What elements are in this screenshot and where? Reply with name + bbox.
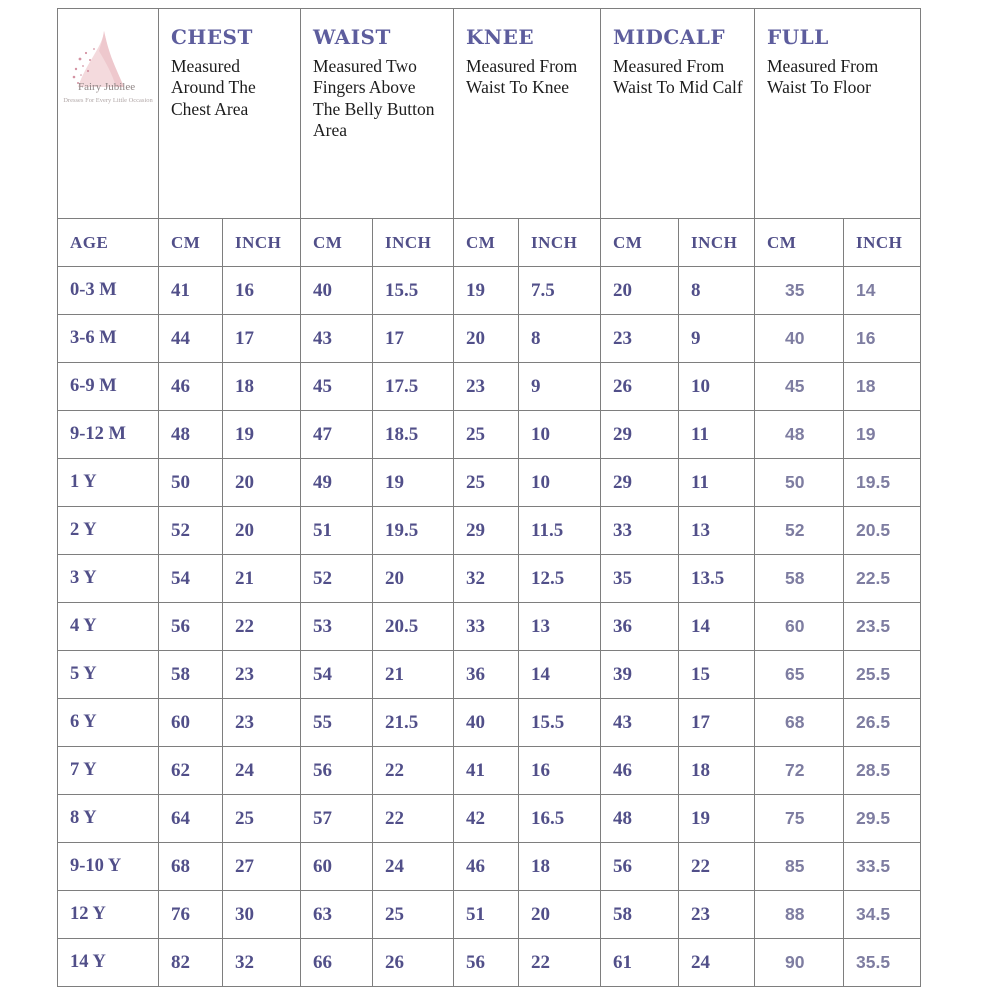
row-age-label: 7 Y [58,747,159,795]
column-header-cm: CM [755,219,844,267]
table-cell: 11 [679,459,755,507]
table-cell: 22 [373,747,454,795]
table-cell: 22 [679,843,755,891]
table-cell: 23 [223,699,301,747]
table-cell: 28.5 [844,747,921,795]
table-cell: 61 [601,939,679,987]
table-cell: 13.5 [679,555,755,603]
row-age-label: 4 Y [58,603,159,651]
table-cell: 7.5 [519,267,601,315]
row-age-label: 2 Y [58,507,159,555]
table-cell: 20 [373,555,454,603]
table-row [58,795,921,843]
table-cell: 15.5 [373,267,454,315]
table-cell: 50 [159,459,223,507]
table-cell: 26.5 [844,699,921,747]
brand-tagline: Dresses For Every Little Occasion [63,97,153,104]
table-cell: 21 [373,651,454,699]
group-label-full: FULL [767,25,829,49]
table-cell: 19 [844,411,921,459]
row-age-label: 8 Y [58,795,159,843]
table-cell: 15.5 [519,699,601,747]
table-cell: 27 [223,843,301,891]
size-table-body [58,267,921,987]
table-cell: 25 [223,795,301,843]
table-cell: 20.5 [373,603,454,651]
table-row [58,939,921,987]
table-cell: 34.5 [844,891,921,939]
table-cell: 23 [454,363,519,411]
table-cell: 19.5 [373,507,454,555]
table-cell: 45 [755,363,844,411]
brand-name: Fairy Jubilee [78,81,136,93]
table-cell: 68 [159,843,223,891]
table-cell: 15 [679,651,755,699]
group-header-chest [159,9,301,219]
table-cell: 20 [454,315,519,363]
table-cell: 25.5 [844,651,921,699]
group-header-row [58,9,921,219]
table-cell: 26 [601,363,679,411]
table-cell: 63 [301,891,373,939]
group-header-waist [301,9,454,219]
table-row [58,507,921,555]
table-cell: 20 [223,459,301,507]
table-cell: 20.5 [844,507,921,555]
table-cell: 43 [601,699,679,747]
table-cell: 13 [519,603,601,651]
table-cell: 11.5 [519,507,601,555]
table-cell: 29 [454,507,519,555]
table-row [58,315,921,363]
table-cell: 40 [454,699,519,747]
group-desc-midcalf: Measured From Waist To Mid Calf [613,56,743,98]
table-cell: 39 [601,651,679,699]
table-cell: 62 [159,747,223,795]
table-cell: 64 [159,795,223,843]
row-age-label: 12 Y [58,891,159,939]
table-cell: 50 [755,459,844,507]
table-cell: 45 [301,363,373,411]
table-cell: 60 [159,699,223,747]
table-cell: 10 [519,459,601,507]
table-cell: 20 [601,267,679,315]
table-cell: 48 [755,411,844,459]
table-cell: 33 [601,507,679,555]
column-header-cm: CM [301,219,373,267]
table-cell: 82 [159,939,223,987]
table-cell: 18 [519,843,601,891]
table-row [58,843,921,891]
row-age-label: 1 Y [58,459,159,507]
table-cell: 46 [454,843,519,891]
group-header-full [755,9,921,219]
row-age-label: 9-12 M [58,411,159,459]
table-cell: 47 [301,411,373,459]
group-desc-full: Measured From Waist To Floor [767,56,879,98]
brand-logo [58,29,158,139]
table-cell: 10 [679,363,755,411]
table-cell: 26 [373,939,454,987]
table-cell: 48 [159,411,223,459]
table-cell: 19 [679,795,755,843]
table-cell: 90 [755,939,844,987]
table-cell: 43 [301,315,373,363]
table-cell: 41 [454,747,519,795]
column-header-age: AGE [58,219,159,267]
table-cell: 18 [679,747,755,795]
table-cell: 44 [159,315,223,363]
table-cell: 25 [454,411,519,459]
table-cell: 46 [159,363,223,411]
table-cell: 36 [454,651,519,699]
table-cell: 16 [223,267,301,315]
table-cell: 24 [679,939,755,987]
column-header-cm: CM [454,219,519,267]
table-cell: 60 [301,843,373,891]
table-cell: 22 [223,603,301,651]
row-age-label: 6 Y [58,699,159,747]
table-cell: 19 [454,267,519,315]
row-age-label: 6-9 M [58,363,159,411]
table-cell: 35 [755,267,844,315]
table-cell: 46 [601,747,679,795]
table-cell: 33 [454,603,519,651]
table-cell: 24 [373,843,454,891]
group-label-chest: CHEST [171,25,253,49]
table-cell: 42 [454,795,519,843]
table-cell: 21 [223,555,301,603]
table-cell: 18 [223,363,301,411]
table-row [58,555,921,603]
table-cell: 49 [301,459,373,507]
group-label-midcalf: MIDCALF [613,25,726,49]
table-cell: 11 [679,411,755,459]
table-cell: 19 [223,411,301,459]
table-cell: 56 [601,843,679,891]
table-row [58,651,921,699]
table-cell: 57 [301,795,373,843]
table-cell: 20 [519,891,601,939]
row-age-label: 0-3 M [58,267,159,315]
units-header-row [58,219,921,267]
table-cell: 12.5 [519,555,601,603]
table-cell: 52 [755,507,844,555]
table-row [58,459,921,507]
column-header-inch: INCH [519,219,601,267]
table-cell: 17.5 [373,363,454,411]
table-cell: 30 [223,891,301,939]
table-cell: 51 [301,507,373,555]
table-cell: 23 [601,315,679,363]
table-cell: 25 [454,459,519,507]
table-cell: 18.5 [373,411,454,459]
group-header-midcalf [601,9,755,219]
table-cell: 14 [844,267,921,315]
table-row [58,411,921,459]
table-row [58,891,921,939]
group-desc-chest: Measured Around The Chest Area [171,56,256,119]
table-cell: 56 [301,747,373,795]
table-cell: 72 [755,747,844,795]
table-cell: 65 [755,651,844,699]
table-cell: 41 [159,267,223,315]
table-cell: 23 [223,651,301,699]
table-cell: 8 [679,267,755,315]
table-cell: 52 [301,555,373,603]
table-cell: 14 [519,651,601,699]
table-cell: 68 [755,699,844,747]
table-cell: 9 [679,315,755,363]
table-row [58,603,921,651]
table-cell: 22 [373,795,454,843]
table-cell: 54 [159,555,223,603]
table-cell: 16.5 [519,795,601,843]
row-age-label: 9-10 Y [58,843,159,891]
table-cell: 40 [755,315,844,363]
table-cell: 32 [223,939,301,987]
table-cell: 29 [601,411,679,459]
table-cell: 85 [755,843,844,891]
table-cell: 17 [679,699,755,747]
table-cell: 20 [223,507,301,555]
table-cell: 40 [301,267,373,315]
column-header-inch: INCH [679,219,755,267]
column-header-inch: INCH [223,219,301,267]
table-cell: 10 [519,411,601,459]
table-cell: 55 [301,699,373,747]
group-label-knee: KNEE [466,25,535,49]
table-cell: 8 [519,315,601,363]
table-cell: 21.5 [373,699,454,747]
table-row [58,363,921,411]
table-cell: 13 [679,507,755,555]
table-cell: 16 [844,315,921,363]
size-table [57,8,921,987]
table-cell: 18 [844,363,921,411]
row-age-label: 5 Y [58,651,159,699]
table-cell: 52 [159,507,223,555]
column-header-cm: CM [601,219,679,267]
group-label-waist: WAIST [313,25,391,49]
table-cell: 22.5 [844,555,921,603]
table-cell: 35 [601,555,679,603]
table-cell: 60 [755,603,844,651]
table-cell: 17 [223,315,301,363]
table-cell: 66 [301,939,373,987]
column-header-cm: CM [159,219,223,267]
table-cell: 56 [159,603,223,651]
table-cell: 14 [679,603,755,651]
table-cell: 33.5 [844,843,921,891]
table-row [58,267,921,315]
column-header-inch: INCH [373,219,454,267]
row-age-label: 14 Y [58,939,159,987]
brand-logo-cell [58,9,159,219]
table-cell: 22 [519,939,601,987]
group-desc-knee: Measured From Waist To Knee [466,56,578,98]
table-cell: 53 [301,603,373,651]
group-desc-waist: Measured Two Fingers Above The Belly Button Area [313,56,435,141]
group-header-knee [454,9,601,219]
table-cell: 58 [601,891,679,939]
table-cell: 88 [755,891,844,939]
table-cell: 23 [679,891,755,939]
table-cell: 17 [373,315,454,363]
table-cell: 16 [519,747,601,795]
table-cell: 76 [159,891,223,939]
table-cell: 58 [159,651,223,699]
table-cell: 35.5 [844,939,921,987]
table-cell: 23.5 [844,603,921,651]
table-cell: 9 [519,363,601,411]
column-header-inch: INCH [844,219,921,267]
table-row [58,747,921,795]
table-cell: 36 [601,603,679,651]
row-age-label: 3 Y [58,555,159,603]
table-cell: 24 [223,747,301,795]
table-cell: 19 [373,459,454,507]
table-cell: 54 [301,651,373,699]
table-cell: 25 [373,891,454,939]
row-age-label: 3-6 M [58,315,159,363]
table-cell: 32 [454,555,519,603]
table-cell: 51 [454,891,519,939]
table-cell: 48 [601,795,679,843]
table-cell: 58 [755,555,844,603]
table-row [58,699,921,747]
table-cell: 29 [601,459,679,507]
table-cell: 29.5 [844,795,921,843]
table-cell: 56 [454,939,519,987]
table-cell: 75 [755,795,844,843]
table-cell: 19.5 [844,459,921,507]
